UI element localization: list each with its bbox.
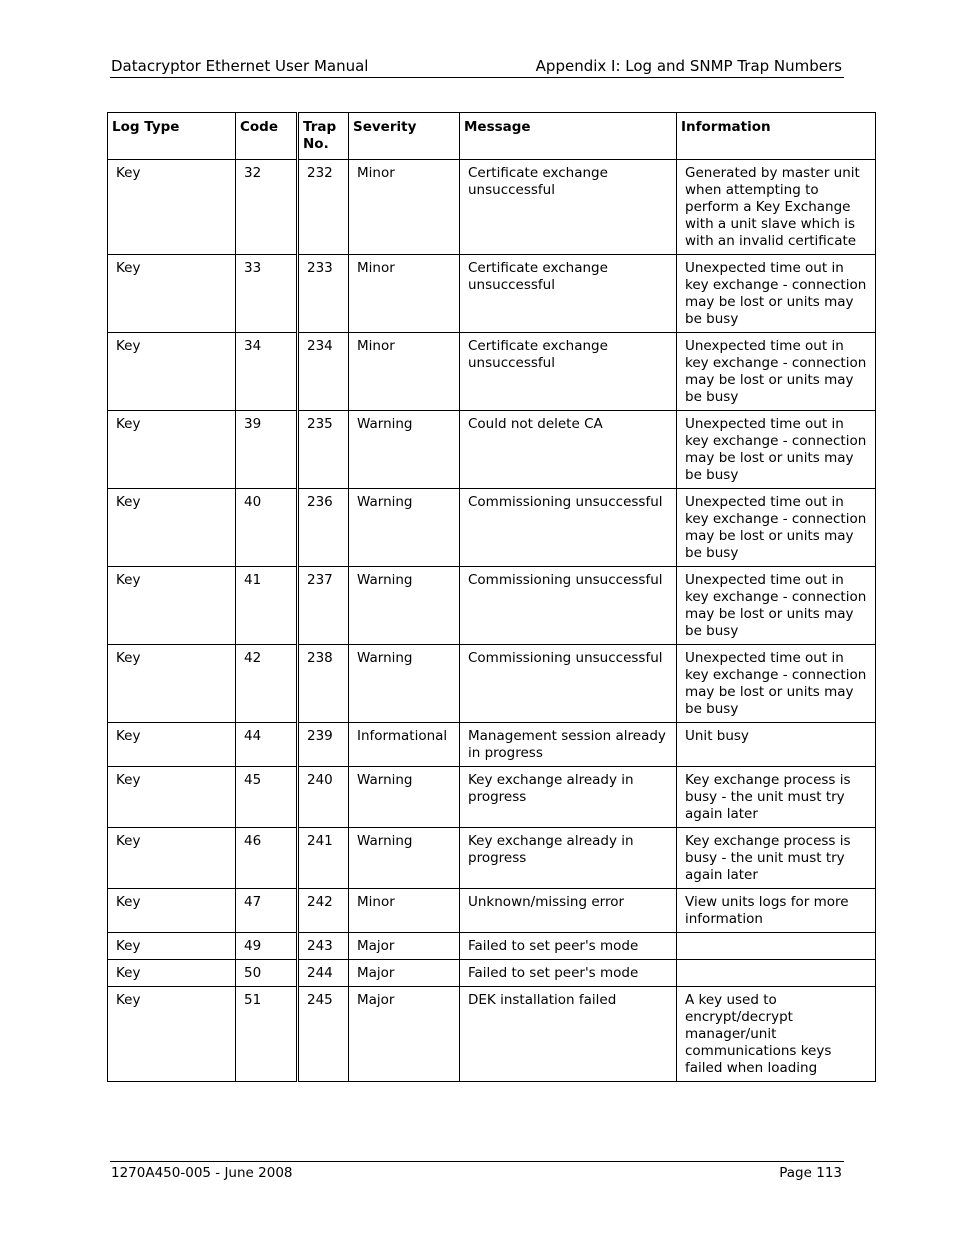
cell-log-type: Key <box>108 333 236 411</box>
cell-message: Unknown/missing error <box>460 889 677 933</box>
table-row <box>108 160 876 255</box>
cell-message: DEK installation failed <box>460 987 677 1082</box>
cell-log-type: Key <box>108 160 236 255</box>
cell-code: 33 <box>236 255 298 333</box>
column-header-information: Information <box>677 113 876 160</box>
cell-message: Certificate exchange unsuccessful <box>460 333 677 411</box>
cell-message: Failed to set peer's mode <box>460 960 677 987</box>
cell-log-type: Key <box>108 567 236 645</box>
cell-trap-no: 241 <box>298 828 349 889</box>
cell-trap-no: 233 <box>298 255 349 333</box>
cell-information: Unexpected time out in key exchange - connection may be lost or units may be busy <box>677 645 876 723</box>
cell-code: 45 <box>236 767 298 828</box>
cell-severity: Warning <box>349 489 460 567</box>
cell-severity: Minor <box>349 889 460 933</box>
cell-log-type: Key <box>108 987 236 1082</box>
cell-severity: Minor <box>349 255 460 333</box>
cell-information: Key exchange process is busy - the unit must try again later <box>677 767 876 828</box>
cell-log-type: Key <box>108 933 236 960</box>
table-row <box>108 645 876 723</box>
table-row <box>108 767 876 828</box>
table-row <box>108 960 876 987</box>
column-header-severity: Severity <box>349 113 460 160</box>
cell-message: Management session already in progress <box>460 723 677 767</box>
cell-information <box>677 960 876 987</box>
cell-code: 44 <box>236 723 298 767</box>
cell-severity: Minor <box>349 333 460 411</box>
cell-message: Certificate exchange unsuccessful <box>460 255 677 333</box>
cell-information: Key exchange process is busy - the unit must try again later <box>677 828 876 889</box>
cell-information: Unexpected time out in key exchange - connection may be lost or units may be busy <box>677 489 876 567</box>
document-number: 1270A450-005 - June 2008 <box>111 1165 293 1181</box>
cell-severity: Major <box>349 933 460 960</box>
cell-trap-no: 245 <box>298 987 349 1082</box>
table-row <box>108 411 876 489</box>
table-header-row <box>108 113 876 160</box>
cell-code: 41 <box>236 567 298 645</box>
table-row <box>108 889 876 933</box>
cell-log-type: Key <box>108 828 236 889</box>
cell-message: Certificate exchange unsuccessful <box>460 160 677 255</box>
table-row <box>108 933 876 960</box>
cell-log-type: Key <box>108 411 236 489</box>
table-row <box>108 987 876 1082</box>
cell-severity: Minor <box>349 160 460 255</box>
table-row <box>108 489 876 567</box>
table-row <box>108 333 876 411</box>
table-row <box>108 567 876 645</box>
cell-information: A key used to encrypt/decrypt manager/unit communications keys failed when loading <box>677 987 876 1082</box>
column-header-message: Message <box>460 113 677 160</box>
cell-information: Unexpected time out in key exchange - connection may be lost or units may be busy <box>677 333 876 411</box>
cell-trap-no: 244 <box>298 960 349 987</box>
page-footer <box>110 1161 844 1184</box>
log-trap-table <box>107 112 876 1082</box>
cell-log-type: Key <box>108 645 236 723</box>
cell-code: 50 <box>236 960 298 987</box>
cell-message: Commissioning unsuccessful <box>460 489 677 567</box>
table-row <box>108 255 876 333</box>
cell-log-type: Key <box>108 960 236 987</box>
table-body <box>108 160 876 1082</box>
table-row <box>108 723 876 767</box>
cell-code: 40 <box>236 489 298 567</box>
cell-trap-no: 232 <box>298 160 349 255</box>
cell-log-type: Key <box>108 767 236 828</box>
column-header-log-type: Log Type <box>108 113 236 160</box>
cell-severity: Warning <box>349 567 460 645</box>
cell-information: Unexpected time out in key exchange - connection may be lost or units may be busy <box>677 255 876 333</box>
cell-log-type: Key <box>108 255 236 333</box>
page-number: Page 113 <box>779 1165 842 1181</box>
cell-severity: Major <box>349 987 460 1082</box>
cell-message: Commissioning unsuccessful <box>460 567 677 645</box>
column-header-code: Code <box>236 113 298 160</box>
cell-information: Unexpected time out in key exchange - connection may be lost or units may be busy <box>677 411 876 489</box>
page-header <box>110 56 844 78</box>
cell-severity: Major <box>349 960 460 987</box>
cell-code: 32 <box>236 160 298 255</box>
cell-log-type: Key <box>108 723 236 767</box>
cell-message: Could not delete CA <box>460 411 677 489</box>
cell-trap-no: 236 <box>298 489 349 567</box>
cell-code: 42 <box>236 645 298 723</box>
cell-trap-no: 237 <box>298 567 349 645</box>
cell-trap-no: 240 <box>298 767 349 828</box>
cell-code: 51 <box>236 987 298 1082</box>
cell-message: Key exchange already in progress <box>460 828 677 889</box>
cell-trap-no: 238 <box>298 645 349 723</box>
appendix-title: Appendix I: Log and SNMP Trap Numbers <box>535 57 842 75</box>
table-row <box>108 828 876 889</box>
cell-trap-no: 235 <box>298 411 349 489</box>
cell-code: 34 <box>236 333 298 411</box>
cell-code: 49 <box>236 933 298 960</box>
cell-severity: Informational <box>349 723 460 767</box>
cell-severity: Warning <box>349 828 460 889</box>
cell-trap-no: 242 <box>298 889 349 933</box>
column-header-trap-no: Trap No. <box>298 113 349 160</box>
cell-log-type: Key <box>108 889 236 933</box>
cell-information <box>677 933 876 960</box>
cell-log-type: Key <box>108 489 236 567</box>
cell-code: 46 <box>236 828 298 889</box>
cell-message: Failed to set peer's mode <box>460 933 677 960</box>
cell-message: Commissioning unsuccessful <box>460 645 677 723</box>
cell-trap-no: 239 <box>298 723 349 767</box>
cell-information: Generated by master unit when attempting to perform a Key Exchange with a unit slave which is with an invalid certificate <box>677 160 876 255</box>
cell-code: 47 <box>236 889 298 933</box>
cell-information: Unit busy <box>677 723 876 767</box>
cell-trap-no: 243 <box>298 933 349 960</box>
cell-information: View units logs for more information <box>677 889 876 933</box>
cell-severity: Warning <box>349 411 460 489</box>
cell-trap-no: 234 <box>298 333 349 411</box>
cell-severity: Warning <box>349 767 460 828</box>
cell-message: Key exchange already in progress <box>460 767 677 828</box>
cell-severity: Warning <box>349 645 460 723</box>
manual-title: Datacryptor Ethernet User Manual <box>111 57 369 75</box>
cell-code: 39 <box>236 411 298 489</box>
cell-information: Unexpected time out in key exchange - connection may be lost or units may be busy <box>677 567 876 645</box>
